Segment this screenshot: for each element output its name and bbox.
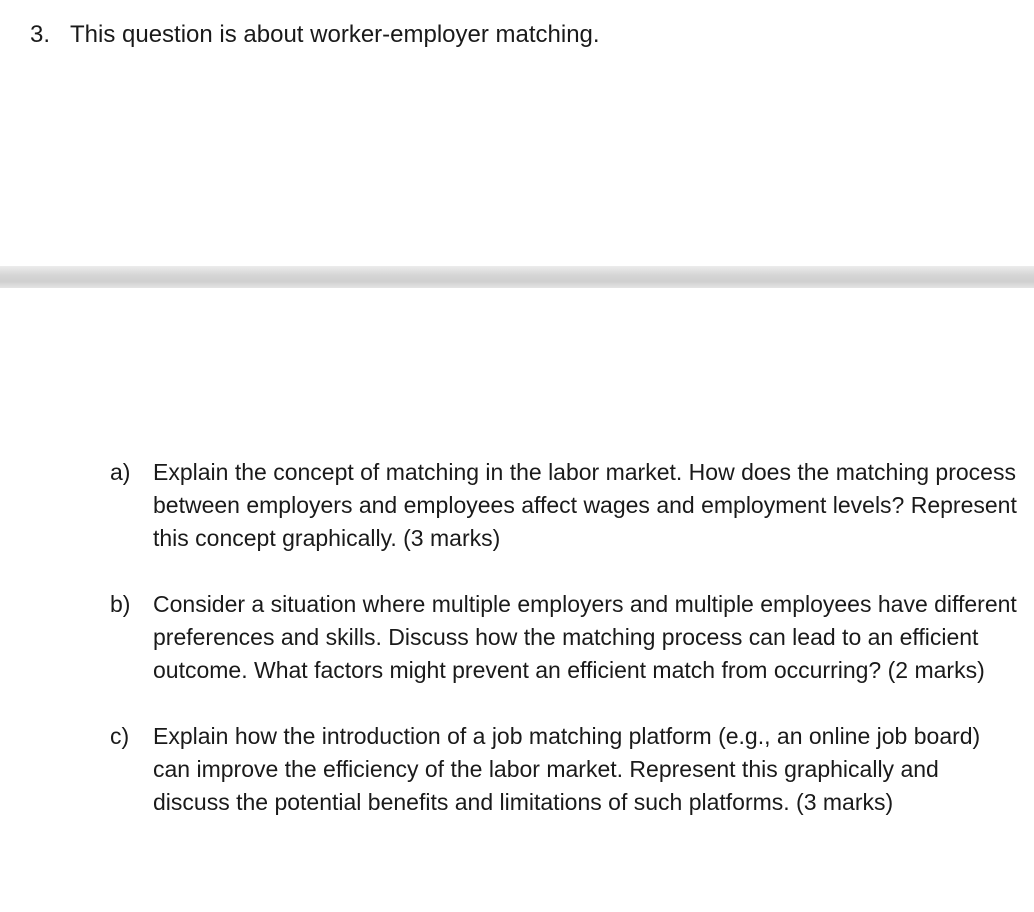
question-parts-list: [110, 456, 1020, 852]
question-intro: This question is about worker-employer matching.: [70, 21, 600, 48]
question-part-b: [110, 588, 1020, 687]
part-text: Explain the concept of matching in the labor market. How does the matching process between employers and employees affect wages and employment levels? Represent this concept graphically. (3 marks): [153, 459, 1017, 551]
question-number: 3.: [30, 21, 51, 48]
page-break-divider: [0, 266, 1034, 288]
part-label: a): [110, 459, 131, 485]
part-label: c): [110, 723, 130, 749]
page-bottom-section: [0, 288, 1034, 912]
question-heading: [30, 19, 600, 51]
part-text: Explain how the introduction of a job matching platform (e.g., an online job board) can improve the efficiency of the labor market. Represent this graphically and discuss the potential benefits and limitations of such platforms. (3 marks): [153, 723, 981, 815]
question-part-a: [110, 456, 1020, 555]
page-top-section: [0, 0, 1034, 266]
part-label: b): [110, 591, 131, 617]
part-text: Consider a situation where multiple employers and multiple employees have different preferences and skills. Discuss how the matching process can lead to an efficient outcome. What factors might prevent an efficient match from occurring? (2 marks): [153, 591, 1017, 683]
question-part-c: [110, 720, 1020, 819]
